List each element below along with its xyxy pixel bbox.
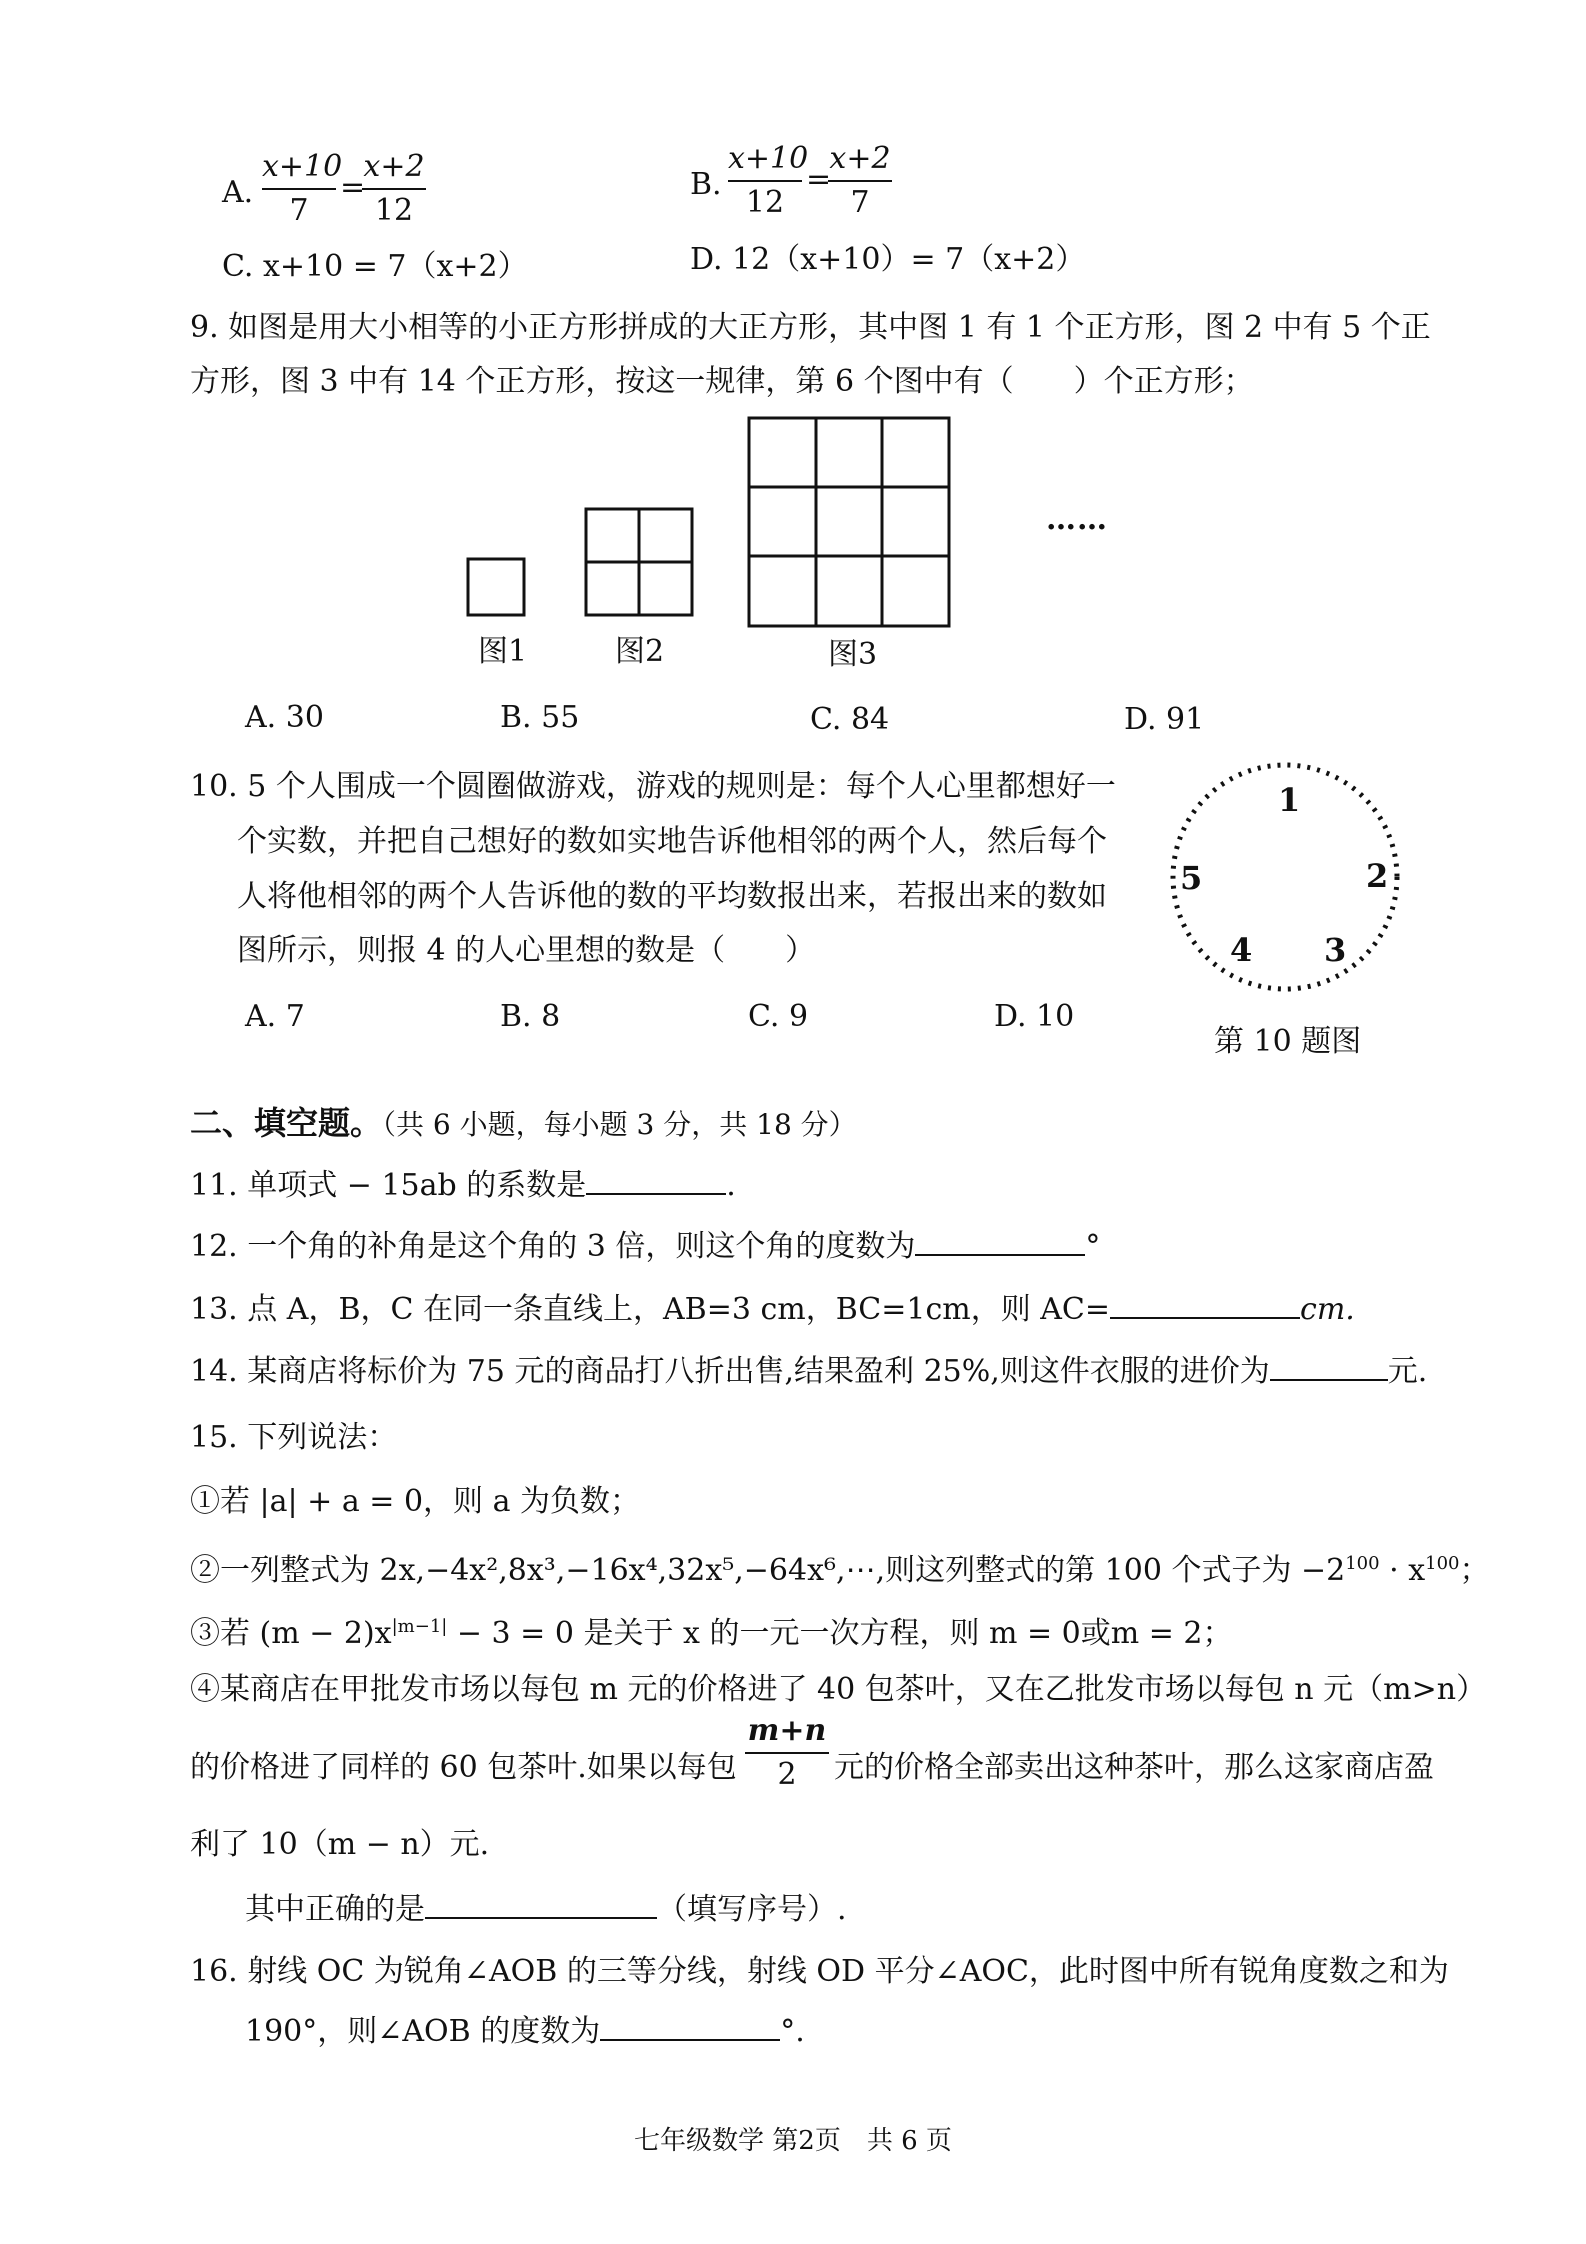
q9-figure-3-grid <box>749 418 949 626</box>
q14-suffix: 元. <box>1387 1354 1428 1389</box>
q10-circle-number-2: 2 <box>1366 857 1389 895</box>
fraction-numerator: x+10 <box>262 149 343 184</box>
fraction-bar <box>745 1752 829 1754</box>
q9-figure-2-grid <box>586 509 692 615</box>
q15-statement-4-line-2-suffix: 元的价格全部卖出这种茶叶，那么这家商店盈 <box>834 1750 1434 1785</box>
q12 <box>190 1227 1100 1267</box>
q9-option-c: C. 84 <box>810 702 890 737</box>
q14 <box>190 1352 1427 1392</box>
q14-text: 14. 某商店将标价为 75 元的商品打八折出售,结果盈利 25%,则这件衣服的进价为 <box>190 1354 1270 1389</box>
q9-stem-line-1: 9. 如图是用大小相等的小正方形拼成的大正方形，其中图 1 有 1 个正方形，图 2 中有 5 个正 <box>190 310 1431 345</box>
q8-option-b-equals: = <box>806 162 832 197</box>
q10-option-a: A. 7 <box>245 999 305 1034</box>
q15-intro: 15. 下列说法： <box>190 1420 398 1455</box>
q9-option-a: A. 30 <box>245 700 324 735</box>
q12-suffix: ° <box>1085 1229 1101 1264</box>
q13 <box>190 1290 1355 1330</box>
q13-answer-blank[interactable] <box>1110 1317 1300 1319</box>
q8-option-a-label: A. <box>222 175 254 210</box>
fraction-numerator: x+10 <box>728 141 809 176</box>
q10-option-c: C. 9 <box>748 999 809 1034</box>
q9-figure-2-label: 图2 <box>615 634 665 669</box>
q15-statement-2-text: ②一列整式为 2x,−4x²,8x³,−16x⁴,32x⁵,−64x⁶,⋯,则这列整式的第 100 个式子为 −2 <box>190 1553 1346 1588</box>
fraction-denominator: 12 <box>374 193 414 228</box>
q15-statement-2-times-x: · x <box>1379 1553 1426 1588</box>
q9-stem-line-2: 方形，图 3 中有 14 个正方形，按这一规律，第 6 个图中有（ ）个正方形； <box>190 364 1254 399</box>
fraction-numerator: m+n <box>747 1713 827 1748</box>
q15-statement-2-suffix: ； <box>1459 1553 1490 1588</box>
q15-answer-prefix: 其中正确的是 <box>245 1892 425 1927</box>
q14-answer-blank[interactable] <box>1270 1379 1388 1381</box>
fraction-numerator: x+2 <box>829 141 891 176</box>
q15-statement-3 <box>190 1607 1233 1654</box>
q15-statement-3-exponent: |m−1| <box>391 1616 448 1637</box>
q9-figure-1-label: 图1 <box>478 634 528 669</box>
section-2-title: 二、填空题。 <box>190 1104 383 1142</box>
q9-option-b: B. 55 <box>500 700 580 735</box>
q15-statement-4-line-1: ④某商店在甲批发市场以每包 m 元的价格进了 40 包茶叶，又在乙批发市场以每包 n 元（m>n） <box>190 1672 1487 1707</box>
q15-answer-blank[interactable] <box>425 1917 657 1919</box>
q15-statement-4-line-3: 利了 10（m − n）元. <box>190 1827 490 1862</box>
fraction-denominator: 7 <box>850 185 870 220</box>
q16-answer-blank[interactable] <box>600 2039 780 2041</box>
q9-ellipsis: …… <box>1046 502 1108 537</box>
page-footer: 七年级数学 第2页 共 6 页 <box>634 2126 952 2156</box>
q12-text: 12. 一个角的补角是这个角的 3 倍，则这个角的度数为 <box>190 1229 916 1264</box>
fraction-denominator: 2 <box>777 1757 797 1792</box>
q10-circle-number-5: 5 <box>1180 859 1203 897</box>
q15-statement-2-exponent-2: 100 <box>1425 1553 1460 1574</box>
q11-answer-blank[interactable] <box>586 1193 726 1195</box>
q8-option-d: D. 12（x+10）= 7（x+2） <box>690 242 1086 277</box>
q15-statement-3-text: ③若 (m − 2)x <box>190 1616 392 1651</box>
q13-suffix: cm. <box>1300 1292 1355 1327</box>
q10-stem-line-3: 人将他相邻的两个人告诉他的数的平均数报出来，若报出来的数如 <box>237 879 1107 914</box>
q16-line-2 <box>245 2012 805 2052</box>
q15-answer <box>245 1890 847 1930</box>
q15-statement-2 <box>190 1544 1489 1591</box>
q8-option-b-label: B. <box>690 167 722 202</box>
q15-statement-4-fraction <box>745 1712 829 1794</box>
q10-stem-line-2: 个实数，并把自己想好的数如实地告诉他相邻的两个人，然后每个 <box>237 824 1107 859</box>
q16-line-1: 16. 射线 OC 为锐角∠AOB 的三等分线，射线 OD 平分∠AOC，此时图中所有锐角度数之和为 <box>190 1954 1449 1989</box>
q9-option-d: D. 91 <box>1124 702 1205 737</box>
q15-answer-suffix: （填写序号）. <box>657 1892 847 1927</box>
q12-answer-blank[interactable] <box>915 1254 1085 1256</box>
q10-circle-number-1: 1 <box>1278 781 1301 819</box>
q10-stem-line-1: 10. 5 个人围成一个圆圈做游戏，游戏的规则是：每个人心里都想好一 <box>190 769 1116 804</box>
q11-suffix: . <box>726 1168 736 1203</box>
q9-figure-3-label: 图3 <box>828 637 878 672</box>
q10-option-d: D. 10 <box>994 999 1075 1034</box>
q15-statement-3-suffix: − 3 = 0 是关于 x 的一元一次方程，则 m = 0或m = 2； <box>447 1616 1233 1651</box>
section-2-note: （共 6 小题，每小题 3 分，共 18 分） <box>382 1108 857 1141</box>
q13-text: 13. 点 A，B，C 在同一条直线上，AB=3 cm，BC=1cm，则 AC= <box>190 1292 1111 1327</box>
q10-stem-line-4: 图所示，则报 4 的人心里想的数是（ ） <box>237 933 816 968</box>
section-2-heading <box>190 1103 857 1145</box>
q11 <box>190 1166 736 1206</box>
q16-line-2-suffix: °. <box>780 2014 805 2049</box>
q16-line-2-text: 190°，则∠AOB 的度数为 <box>245 2014 601 2049</box>
q10-circle-number-4: 4 <box>1230 931 1253 969</box>
q15-statement-1: ①若 |a| + a = 0，则 a 为负数； <box>190 1484 640 1519</box>
q11-text: 11. 单项式 − 15ab 的系数是 <box>190 1168 587 1203</box>
q10-circle-number-3: 3 <box>1324 931 1347 969</box>
fraction-denominator: 12 <box>745 185 785 220</box>
q10-figure-caption: 第 10 题图 <box>1214 1024 1362 1059</box>
q9-figure-1-square <box>468 559 524 615</box>
q8-option-c: C. x+10 = 7（x+2） <box>222 249 528 284</box>
q8-option-a-equals: = <box>340 170 366 205</box>
fraction-denominator: 7 <box>289 193 309 228</box>
q15-statement-4-line-2-prefix: 的价格进了同样的 60 包茶叶.如果以每包 <box>190 1750 737 1785</box>
q15-statement-2-exponent-1: 100 <box>1345 1553 1380 1574</box>
q10-option-b: B. 8 <box>500 999 561 1034</box>
fraction-numerator: x+2 <box>363 149 425 184</box>
